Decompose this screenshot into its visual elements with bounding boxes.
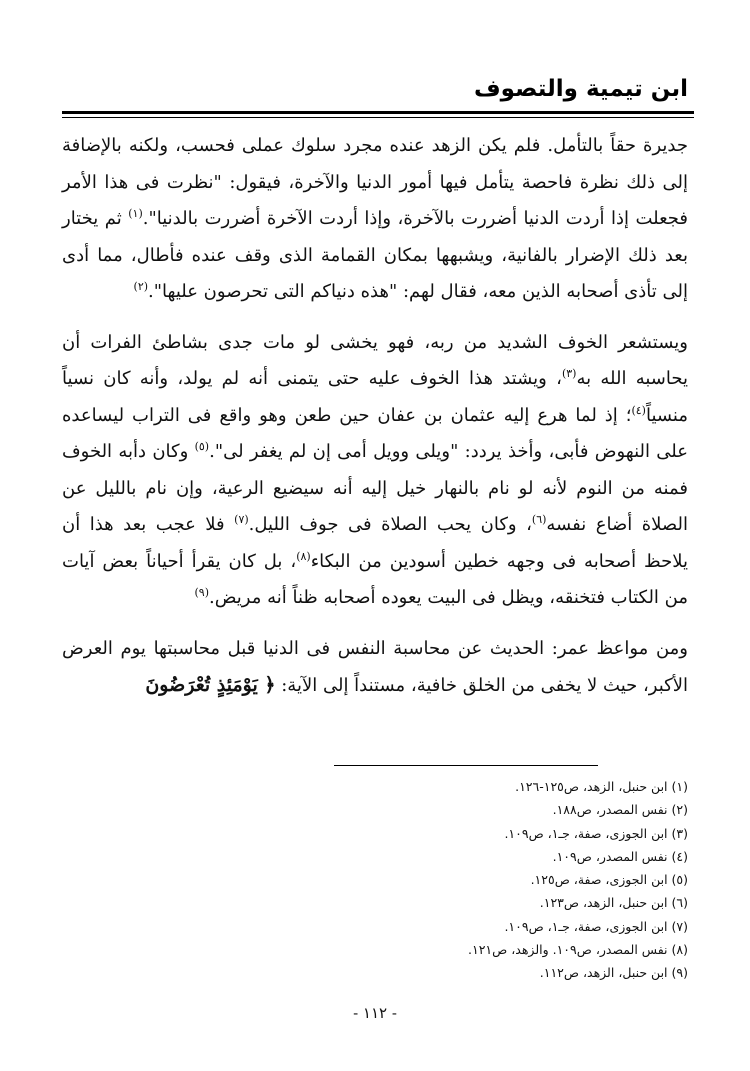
footnote-item: (٢) نفس المصدر، ص١٨٨. — [552, 802, 688, 818]
footnote-item: (٣) ابن الجوزى، صفة، جـ١، ص١٠٩. — [504, 825, 688, 841]
paragraph-text: ، وكان يحب الصلاة فى جوف الليل. — [248, 514, 532, 535]
footnote-ref-6: (٦) — [531, 513, 547, 526]
footnote-ref-2: (٢) — [133, 280, 149, 293]
quran-verse: ﴿ يَوْمَئِذٍ تُعْرَضُونَ — [145, 674, 276, 696]
paragraph-text: وكان دأبه الخوف فمنه من النوم لأنه لو نام بالنهار خيل إليه أنه سيضيع الرعية، وإن نام بالليل عن الصلاة أضاع نفسه — [62, 441, 688, 535]
paragraph-3 — [62, 631, 688, 705]
footnote-item: (٥) ابن الجوزى، صفة، ص١٢٥. — [530, 872, 688, 888]
footnote-ref-4: (٤) — [631, 403, 646, 417]
main-text — [62, 128, 688, 705]
header-rule-thick — [62, 111, 694, 114]
footnote-ref-5: (٥) — [194, 440, 210, 453]
footnote-separator — [334, 765, 598, 766]
paragraph-text: جديرة حقاً بالتأمل. فلم يكن الزهد عنده مجرد سلوك عملى فحسب، ولكنه بالإضافة إلى ذلك نظرة فاحصة يتأمل فيها أمور الدنيا والآخرة، فيقول: "نظرت فى هذا الأمر فجعلت إذا أردت الدنيا أضررت بالآخرة، وإذا أردت الآخرة أضررت بالدنيا". — [62, 135, 688, 229]
paragraph-text: ، بل كان يقرأ أحياناً بعض آيات من الكتاب فتخنقه، ويظل فى البيت يعوده أصحابه ظناً أنه مريض. — [62, 550, 688, 608]
paragraph-text: ثم يختار بعد ذلك الإضرار بالفانية، ويشبهها بمكان القمامة الذى وقف عنده فأطال، مما أدى إلى تأذى أصحابه الذين معه، فقال لهم: "هذه دنياكم التى تحرصون عليها". — [62, 208, 688, 302]
footnotes-list — [62, 775, 688, 985]
footnote-ref-3: (٣) — [561, 367, 577, 380]
paragraph-text: ؛ إذ لما هرع إليه عثمان بن عفان حين طعن وهو واقع فى التراب ليساعده على النهوض فأبى، وأخذ يردد: "ويلى وويل أمى إن لم يغفر لى". — [62, 404, 688, 462]
header-rule-thin — [62, 117, 694, 118]
paragraph-text: فلا عجب بعد هذا أن يلاحظ أصحابه فى وجهه خطين أسودين من البكاء — [62, 514, 688, 572]
paragraph-2 — [62, 325, 688, 617]
footnote-ref-8: (٨) — [296, 549, 311, 563]
paragraph-text: ويستشعر الخوف الشديد من ربه، فهو يخشى لو مات جدى بشاطئ الفرات أن يحاسبه الله به — [62, 331, 688, 389]
footnote-ref-1: (١) — [128, 207, 143, 220]
page-number: - ١١٢ - — [353, 1004, 397, 1022]
footnote-item: (١) ابن حنبل، الزهد، ص١٢٥-١٢٦. — [515, 779, 688, 794]
footnote-ref-9: (٩) — [194, 586, 210, 599]
paragraph-text: ، ويشتد هذا الخوف عليه حتى يتمنى أنه لم يولد، وأنه كان نسياً منسياً — [62, 368, 688, 426]
footnote-item: (٨) نفس المصدر، ص١٠٩. والزهد، ص١٢١. — [468, 942, 688, 958]
paragraph-text: ومن مواعظ عمر: الحديث عن محاسبة النفس فى الدنيا قبل محاسبتها يوم العرض الأكبر، حيث لا يخفى من الخلق خافية، مستنداً إلى الآية: — [62, 637, 688, 696]
footnote-item: (٩) ابن حنبل، الزهد، ص١١٢. — [539, 965, 688, 981]
footnote-item: (٦) ابن حنبل، الزهد، ص١٢٣. — [539, 895, 688, 911]
running-title: ابن تيمية والتصوف — [473, 76, 688, 102]
footnote-item: (٤) نفس المصدر، ص١٠٩. — [552, 848, 688, 864]
paragraph-1 — [62, 128, 688, 311]
footnote-ref-7: (٧) — [234, 513, 249, 526]
footnote-item: (٧) ابن الجوزى، صفة، جـ١، ص١٠٩. — [504, 918, 688, 934]
